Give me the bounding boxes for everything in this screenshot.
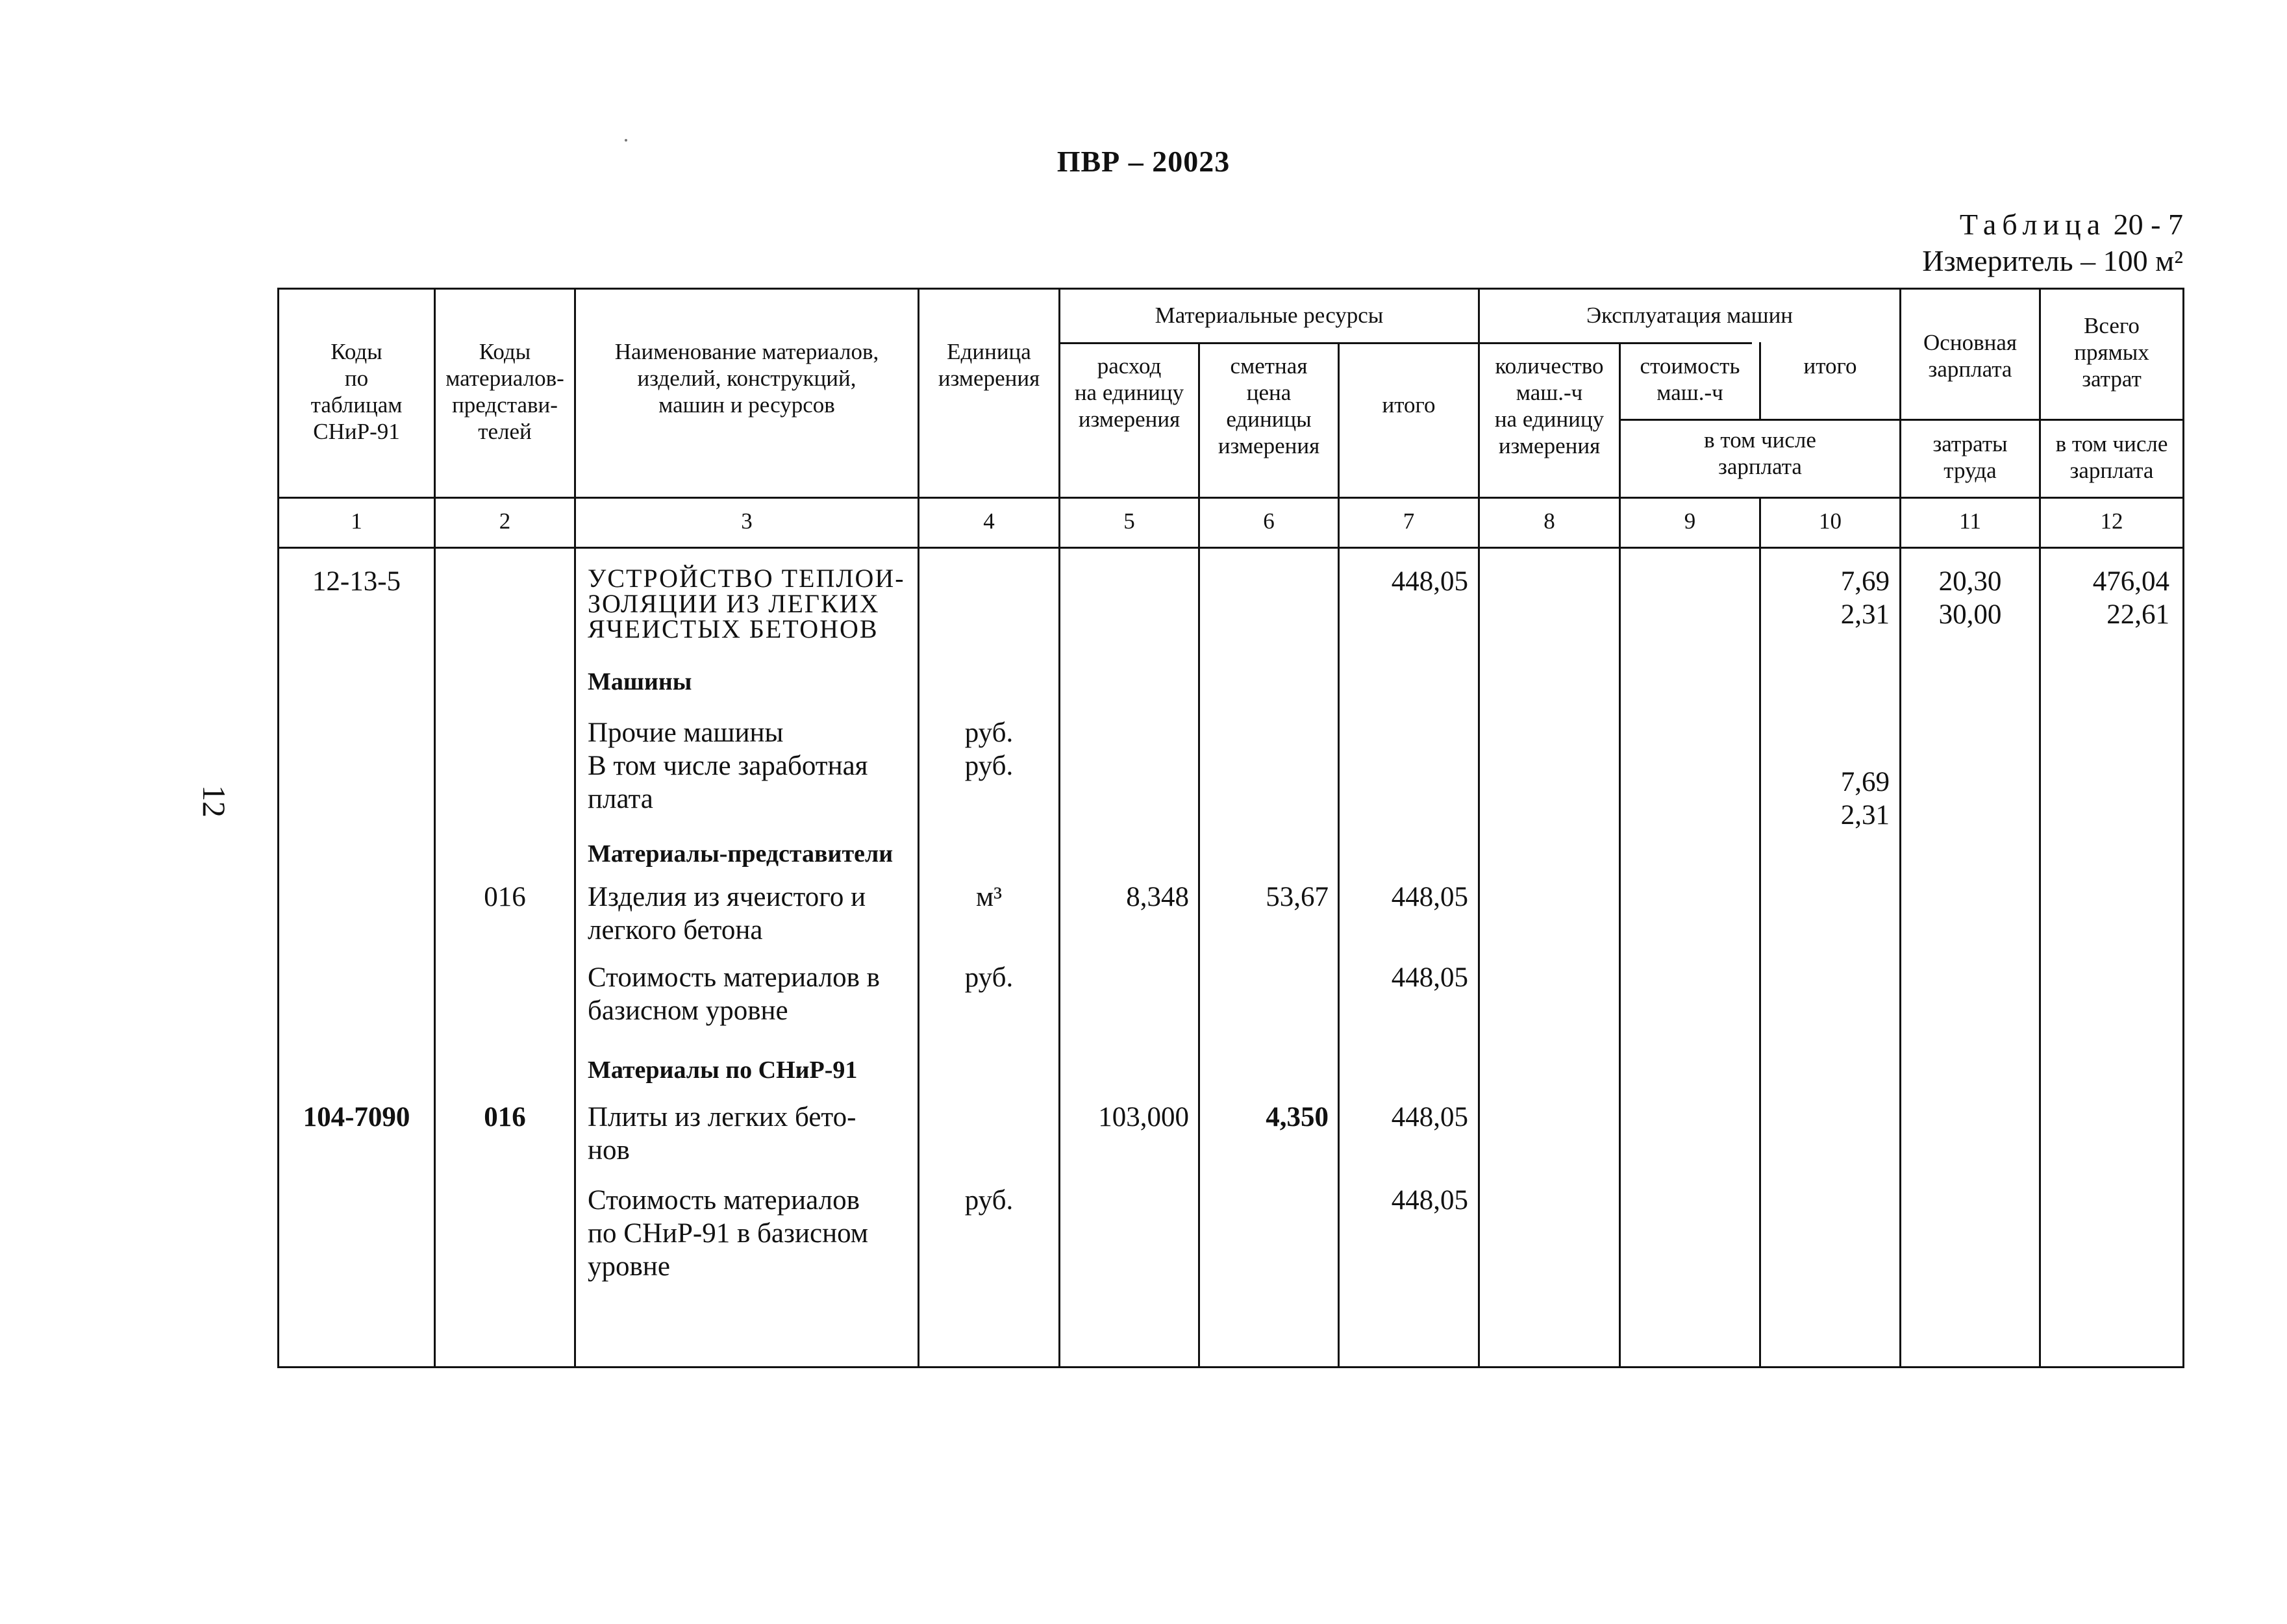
rep-material-name: Изделия из ячеистого и легкого бетона (588, 882, 866, 945)
machines-units: руб. руб. (964, 718, 1014, 781)
column-divider-4 (1058, 288, 1060, 1368)
wage-subheader-rule (1899, 419, 2184, 421)
header-col5: расход на единицу измерения (1074, 353, 1184, 432)
header-col1: Коды по таблицам СНиР-91 (310, 339, 403, 444)
main-base-wage: 20,30 30,00 (1938, 566, 2002, 630)
table-border-left (277, 288, 279, 1368)
header-col9: стоимость маш.-ч (1640, 353, 1740, 405)
header-col7: итого (1382, 392, 1436, 418)
snir-total: 448,05 (1391, 1102, 1468, 1132)
main-direct-costs: 476,04 22,61 (2092, 566, 2169, 630)
number-row-rule (277, 547, 2184, 549)
column-number-10: 10 (1819, 508, 1842, 534)
table-label: Таблица (1959, 208, 2106, 241)
header-machine-operation: Эксплуатация машин (1586, 303, 1793, 328)
rep-material-total: 448,05 (1391, 882, 1468, 912)
rep-material-unit: м³ (975, 882, 1003, 912)
main-code: 12-13-5 (312, 566, 401, 597)
snir-rate: 103,000 (1098, 1102, 1189, 1132)
header-col11-labor: затраты труда (1932, 431, 2008, 483)
column-number-11: 11 (1959, 508, 1981, 534)
header-material-resources: Материальные ресурсы (1155, 303, 1384, 328)
rep-material-code: 016 (484, 882, 526, 912)
column-number-3: 3 (741, 508, 753, 534)
measure-unit: Измеритель – 100 м² (1922, 244, 2183, 277)
page-number: 12 (196, 785, 232, 818)
other-machines: Прочие машины (588, 718, 784, 748)
table-number-line (1922, 206, 2183, 243)
rep-cost-total: 448,05 (1391, 962, 1468, 993)
header-rule-groups (1058, 342, 1752, 344)
header-col4: Единица измерения (938, 339, 1040, 391)
column-number-2: 2 (499, 508, 511, 534)
representative-materials-heading: Материалы-представители (588, 840, 894, 868)
snir-price: 4,350 (1266, 1102, 1329, 1132)
header-col2: Коды материалов- представи- телей (445, 339, 564, 444)
main-work-name: УСТРОЙСТВО ТЕПЛОИ- ЗОЛЯЦИИ ИЗ ЛЕГКИХ ЯЧЕИСТЫХ БЕТОНОВ (588, 564, 905, 643)
column-divider-2 (574, 288, 576, 1368)
snir-rep-code: 016 (484, 1102, 526, 1132)
main-material-total: 448,05 (1391, 566, 1468, 597)
header-col8: количество маш.-ч на единицу измерения (1494, 353, 1605, 458)
column-divider-1 (434, 288, 436, 1368)
column-number-6: 6 (1263, 508, 1275, 534)
column-number-1: 1 (351, 508, 362, 534)
snir-cost-unit: руб. (964, 1185, 1014, 1216)
column-number-5: 5 (1123, 508, 1135, 534)
snir-material-name: Плиты из легких бето- нов (588, 1102, 856, 1166)
header-col9-10-wage: в том числе зарплата (1704, 427, 1816, 479)
scan-speck (625, 139, 627, 142)
table-border-top (277, 288, 2184, 290)
resource-table (277, 288, 2184, 1368)
snir-code: 104-7090 (303, 1102, 410, 1132)
table-caption (1922, 206, 2183, 279)
rep-material-rate: 8,348 (1126, 882, 1189, 912)
column-number-12: 12 (2100, 508, 2123, 534)
column-number-8: 8 (1543, 508, 1555, 534)
header-col3: Наименование материалов, изделий, конструкций, машин и ресурсов (614, 339, 879, 418)
rep-cost-name: Стоимость материалов в базисном уровне (588, 962, 880, 1026)
column-divider-5 (1198, 342, 1200, 1368)
header-col6: сметная цена единицы измерения (1218, 353, 1320, 458)
header-rule-bottom (277, 497, 2184, 499)
column-divider-8 (1619, 342, 1621, 1368)
machines-heading: Машины (588, 668, 692, 695)
header-col11: Основная зарплата (1923, 330, 2017, 382)
table-border-bottom (277, 1366, 2184, 1368)
snir-cost-total: 448,05 (1391, 1185, 1468, 1216)
table-border-right (2182, 288, 2184, 1368)
header-col12-wage: в том числе зарплата (2055, 431, 2168, 483)
machines-values: 7,69 2,31 (1840, 767, 1890, 831)
header-col10: итого (1803, 353, 1857, 379)
rep-cost-unit: руб. (964, 962, 1014, 993)
document-title: ПВР – 20023 (1056, 145, 1231, 178)
snir-materials-heading: Материалы по СНиР-91 (588, 1056, 858, 1084)
column-number-7: 7 (1403, 508, 1415, 534)
machines-wage-label: В том числе заработная плата (588, 751, 868, 814)
column-number-4: 4 (983, 508, 995, 534)
table-number: 20 - 7 (2113, 208, 2183, 241)
main-machine-total: 7,69 2,31 (1840, 566, 1890, 630)
snir-cost-name: Стоимость материалов по СНиР-91 в базисном уровне (588, 1185, 868, 1282)
header-col12: Всего прямых затрат (2074, 313, 2149, 392)
column-number-9: 9 (1684, 508, 1696, 534)
rep-material-price: 53,67 (1266, 882, 1329, 912)
